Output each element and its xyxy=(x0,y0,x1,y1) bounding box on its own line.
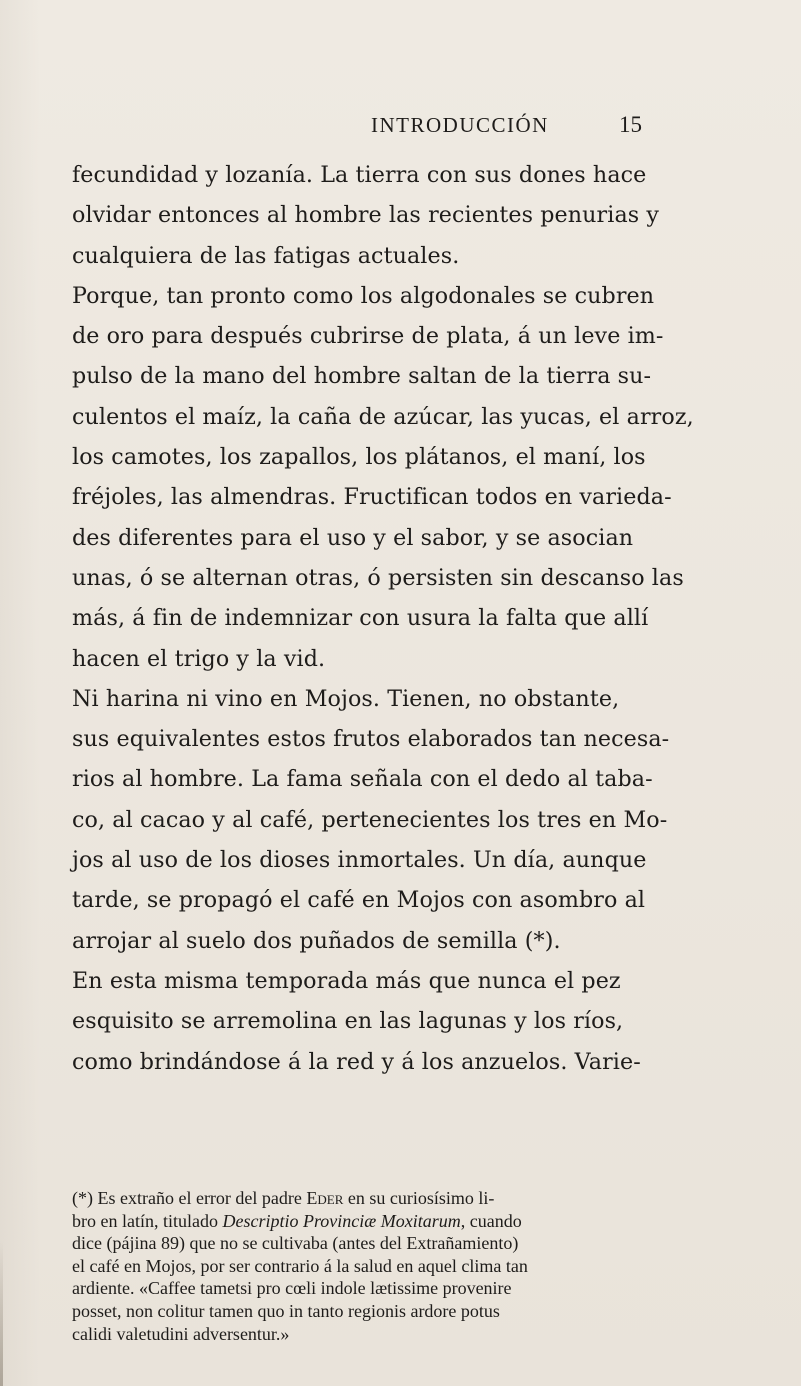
body-line: culentos el maíz, la caña de azúcar, las yucas, el arroz, xyxy=(72,403,694,430)
footnote-line: posset, non colitur tamen quo in tanto regionis ardore potus xyxy=(72,1300,500,1321)
body-line: esquisito se arremolina en las lagunas y los ríos, xyxy=(72,1008,624,1035)
footnote-book-title: Descriptio Provinciæ Moxitarum xyxy=(222,1210,461,1231)
footnote-line: el café en Mojos, por ser contrario á la salud en aquel clima tan xyxy=(72,1255,528,1276)
footnote-text: bro en latín, titulado xyxy=(72,1210,223,1231)
body-line: unas, ó se alternan otras, ó persisten sin descanso las xyxy=(72,564,684,591)
body-line: tarde, se propagó el café en Mojos con asombro al xyxy=(72,887,646,914)
body-line: jos al uso de los dioses inmortales. Un día, aunque xyxy=(72,847,647,874)
body-line: pulso de la mano del hombre saltan de la tierra su- xyxy=(72,363,652,390)
footnote-author-name: Eder xyxy=(306,1188,344,1208)
body-line: arrojar al suelo dos puñados de semilla (*). xyxy=(72,927,561,954)
body-line: de oro para después cubrirse de plata, á un leve im- xyxy=(72,323,664,350)
footnote-text: (*) Es extraño el error del padre xyxy=(72,1188,307,1208)
running-head xyxy=(0,113,801,143)
body-text xyxy=(72,155,730,1082)
footnote-text: , cuando xyxy=(460,1210,522,1231)
footnote-line xyxy=(72,1187,730,1210)
body-line: sus equivalentes estos frutos elaborados tan necesa- xyxy=(72,726,670,753)
page-edge-shadow xyxy=(0,1240,3,1386)
body-line: rios al hombre. La fama señala con el dedo al taba- xyxy=(72,766,653,793)
footnote-line: calidi valetudini adversentur.» xyxy=(72,1323,290,1344)
footnote-line: ardiente. «Caffee tametsi pro cœli indole lætissime provenire xyxy=(72,1278,512,1299)
footnote-line xyxy=(72,1210,730,1233)
body-line: cualquiera de las fatigas actuales. xyxy=(72,242,460,269)
body-line: Porque, tan pronto como los algodonales se cubren xyxy=(72,282,655,309)
page-number: 15 xyxy=(619,112,642,137)
footnote-line: dice (pájina 89) que no se cultivaba (antes del Extrañamiento) xyxy=(72,1233,519,1254)
footnote-text: en su curiosísimo li- xyxy=(343,1188,495,1208)
body-line: fréjoles, las almendras. Fructifican todos en varieda- xyxy=(72,484,672,511)
body-line: los camotes, los zapallos, los plátanos, el maní, los xyxy=(72,444,646,471)
body-line: co, al cacao y al café, pertenecientes los tres en Mo- xyxy=(72,806,668,833)
body-line: hacen el trigo y la vid. xyxy=(72,645,326,672)
body-line: En esta misma temporada más que nunca el pez xyxy=(72,967,621,994)
body-line: Ni harina ni vino en Mojos. Tienen, no obstante, xyxy=(72,685,620,712)
footnote xyxy=(72,1187,730,1345)
body-line: más, á fin de indemnizar con usura la falta que allí xyxy=(72,605,649,632)
body-line: fecundidad y lozanía. La tierra con sus dones hace xyxy=(72,162,647,188)
running-title: INTRODUCCIÓN xyxy=(371,113,549,137)
body-line: des diferentes para el uso y el sabor, y se asocian xyxy=(72,524,634,551)
body-line: olvidar entonces al hombre las recientes penurias y xyxy=(72,202,660,229)
body-line: como brindándose á la red y á los anzuelos. Varie- xyxy=(72,1048,641,1075)
